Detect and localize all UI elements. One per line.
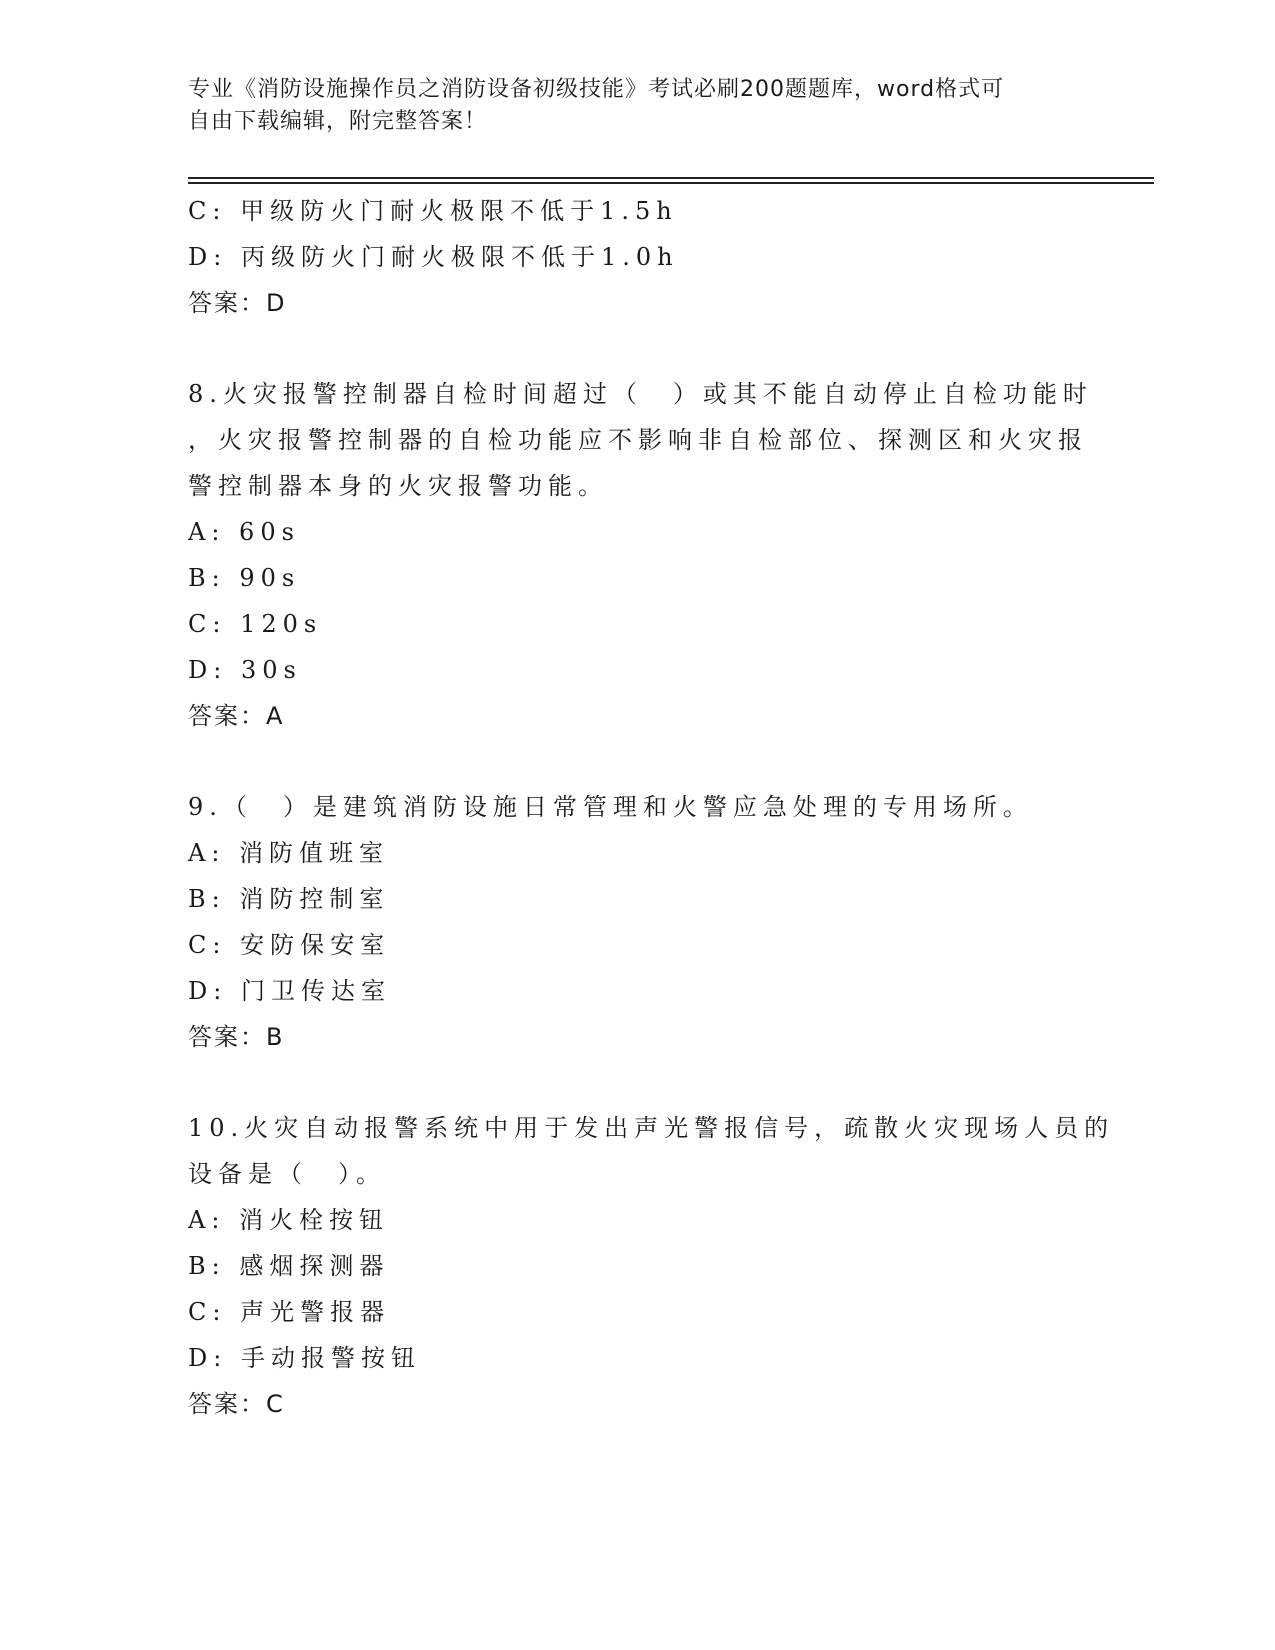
answer-line: 答案：A xyxy=(188,702,285,730)
option-b: B: 感烟探测器 xyxy=(188,1252,390,1280)
answer-line: 答案：B xyxy=(188,1023,285,1051)
option-b: B: 消防控制室 xyxy=(188,885,390,913)
header-line-2: 自由下载编辑，附完整答案！ xyxy=(188,109,488,134)
option-c: C: 声光警报器 xyxy=(188,1298,391,1326)
question-8 xyxy=(188,371,1093,739)
question-content xyxy=(188,188,1115,1427)
answer-line: 答案：D xyxy=(188,289,287,317)
option-b: B: 90s xyxy=(188,564,301,592)
header-divider-top xyxy=(188,177,1154,179)
option-d: D: 手动报警按钮 xyxy=(188,1344,421,1372)
question-stem: ，火灾报警控制器的自检功能应不影响非自检部位、探测区和火灾报 xyxy=(188,426,1088,454)
question-7-continuation xyxy=(188,188,1088,326)
answer-line: 答案：C xyxy=(188,1390,285,1418)
option-c: C: 甲级防火门耐火极限不低于1.5h xyxy=(188,197,678,225)
option-a: A: 消防值班室 xyxy=(188,839,390,867)
question-9 xyxy=(188,784,1088,1060)
question-stem: 9.（ ）是建筑消防设施日常管理和火警应急处理的专用场所。 xyxy=(188,793,1033,821)
option-c: C: 120s xyxy=(188,610,323,638)
option-a: A: 60s xyxy=(188,518,300,546)
option-a: A: 消火栓按钮 xyxy=(188,1206,390,1234)
document-header xyxy=(188,74,1068,138)
option-d: D: 丙级防火门耐火极限不低于1.0h xyxy=(188,243,679,271)
question-stem: 警控制器本身的火灾报警功能。 xyxy=(188,472,608,500)
question-10 xyxy=(188,1105,1115,1427)
option-d: D: 30s xyxy=(188,656,302,684)
question-stem: 8.火灾报警控制器自检时间超过（ ）或其不能自动停止自检功能时 xyxy=(188,380,1093,408)
header-line-1: 专业《消防设施操作员之消防设备初级技能》考试必刷200题题库，word格式可 xyxy=(188,77,1005,102)
option-c: C: 安防保安室 xyxy=(188,931,391,959)
option-d: D: 门卫传达室 xyxy=(188,977,391,1005)
question-stem: 10.火灾自动报警系统中用于发出声光警报信号，疏散火灾现场人员的 xyxy=(188,1114,1115,1142)
question-stem: 设备是（ ）。 xyxy=(188,1160,386,1188)
header-divider-bottom xyxy=(188,182,1154,184)
